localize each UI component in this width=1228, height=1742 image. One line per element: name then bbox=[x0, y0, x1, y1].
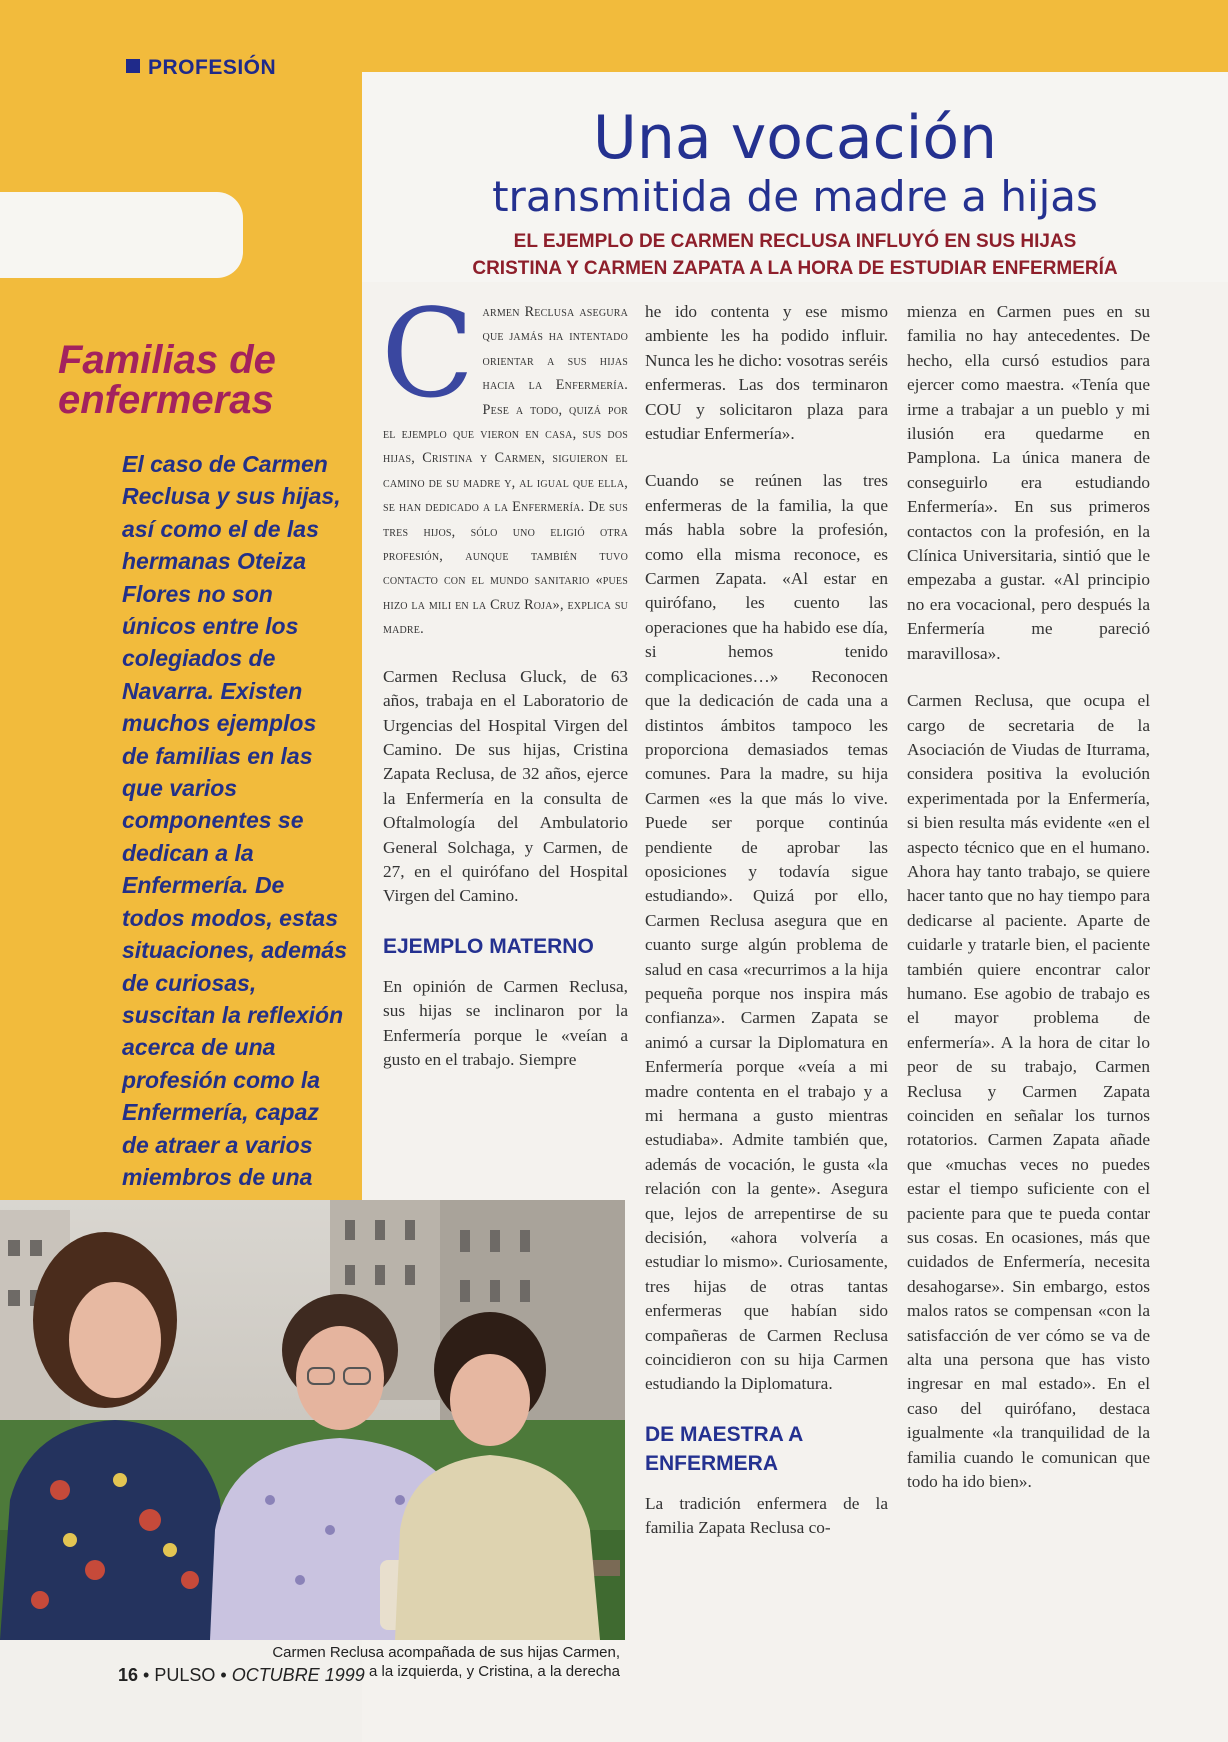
lead-paragraph bbox=[381, 283, 629, 642]
issue-date: OCTUBRE 1999 bbox=[231, 1665, 365, 1685]
page-number: 16 bbox=[118, 1665, 139, 1685]
section-heading-ejemplo-materno: EJEMPLO MATERNO bbox=[383, 934, 594, 958]
magazine-name: PULSO bbox=[154, 1665, 216, 1685]
sidebar-title: Familias de enfermeras bbox=[58, 338, 276, 422]
body-paragraph: mienza en Carmen pues en su familia no hay antecedentes. De hecho, ella cursó estudios para ejercer como maestra. «Tenía que irme a trabajar a un pueblo y mi ilusión era quedarme en Pamplona. La única manera de conseguirlo era estudiando Enfermería». En sus primeros contactos con la profesión, en la Clínica Universitaria, sintió que le empezaba a gustar. «Al principio no era vocacional, pero después la Enfermería me pareció maravillosa». bbox=[907, 302, 1150, 663]
body-paragraph: Cuando se reúnen las tres enfermeras de la familia, la que más habla sobre la profesión, como ella misma reconoce, es Carmen Zapata. «Al estar en quirófano, les cuento las operaciones que ha habido ese día, si hemos tenido complicaciones…» Reconocen que la dedicación de cada una a distintos ámbitos tampoco les proporciona demasiados temas comunes. Para la madre, su hija Carmen «es la que más lo vive. Puede ser porque continúa pendiente de aprobar las oposiciones y todavía sigue estudiando». Quizá por ello, Carmen Reclusa asegura que en cuanto surge algún problema de salud en casa «recurrimos a la hija pequeña porque nos inspira más confianza». Carmen Zapata se animó a cursar la Diplomatura en Enfermería porque «veía a mi madre contenta en el trabajo y a mi hermana a gusto mientras estudiaba». Admite también que, además de vocación, le gusta «la relación con la gente». Asegura que, lejos de arrepentirse de su decisión, «ahora volvería a estudiar lo mismo». Curiosamente, tres hijas de otras tantas enfermeras que habían sido compañeras de Carmen Reclusa coincidieron con su hija Carmen estudiando la Diplomatura. bbox=[645, 471, 888, 1394]
body-paragraph: Carmen Reclusa, que ocupa el cargo de secretaria de la Asociación de Viudas de Iturrama, considera positiva la evolución experimentada por la Enfermería, si bien resulta más evidente «en el aspecto técnico que en el humano. Ahora hay tanto trabajo, se quiere hacer tanto que no hay tiempo para dedicarse al paciente. Aparte de cuidarle y tratarle bien, el paciente también quiere encontrar calor humano. Ese agobio de trabajo es el mayor problema de enfermería». A la hora de citar lo peor de su trabajo, Carmen Reclusa y Carmen Zapata coinciden en señalar los turnos rotatorios. Carmen Zapata añade que «muchas veces no puedes estar el tiempo suficiente con el paciente para que te pueda contar sus cosas. En ocasiones, más que cuidados de Enfermería, necesita desahogarse». Sin embargo, estos malos ratos se compensan «con la satisfacción de ver cómo se va de alta una persona que has visto ingresar en mal estado». En el caso del quirófano, destaca igualmente «la tranquilidad de la familia cuando le comunican que todo ha ido bien». bbox=[907, 691, 1150, 1492]
section-label-text: PROFESIÓN bbox=[148, 56, 277, 79]
subheadline bbox=[362, 228, 1228, 282]
family-photo bbox=[0, 1200, 625, 1640]
section-label bbox=[126, 56, 276, 80]
article-column-1 bbox=[381, 283, 629, 1095]
article-column-3 bbox=[907, 300, 1150, 1518]
body-paragraph: La tradición enfermera de la familia Zapata Reclusa co- bbox=[645, 1493, 888, 1538]
headline-line-2: transmitida de madre a hijas bbox=[492, 172, 1098, 221]
body-paragraph: Carmen Reclusa Gluck, de 63 años, trabaja en el Laboratorio de Urgencias del Hospital Virgen del Camino. De sus hijas, Cristina Zapata Reclusa, de 32 años, ejerce la Enfermería en la consulta de Oftalmología del Ambulatorio General Solchaga, y Carmen, de 27, en el quirófano del Hospital Virgen del Camino. bbox=[383, 666, 628, 906]
caption-line-2: a la izquierda, y Cristina, a la derecha bbox=[369, 1663, 620, 1680]
body-paragraph: he ido contenta y ese mismo ambiente les ha podido influir. Nunca les he dicho: vosotras seréis enfermeras. Las dos terminaron COU y solicitaron plaza para estudiar Enfermería». bbox=[645, 302, 888, 444]
drop-cap: C bbox=[381, 283, 475, 425]
decorative-tab bbox=[0, 192, 243, 278]
caption-line-1: Carmen Reclusa acompañada de sus hijas Carmen, bbox=[272, 1644, 620, 1661]
family-photo-illustration bbox=[0, 1200, 625, 1640]
article-column-2 bbox=[645, 300, 888, 1564]
subheadline-line-2: CRISTINA Y CARMEN ZAPATA A LA HORA DE ESTUDIAR ENFERMERÍA bbox=[472, 258, 1118, 279]
body-paragraph: En opinión de Carmen Reclusa, sus hijas se inclinaron por la Enfermería porque le «veían a gusto en el trabajo. Siempre bbox=[383, 976, 628, 1069]
sidebar-text: El caso de Carmen Reclusa y sus hijas, así como el de las hermanas Oteiza Flores no son únicos entre los colegiados de Navarra. Existen muchos ejemplos de familias en las que varios componentes se dedican a la Enfermería. De todos modos, estas situaciones, además de curiosas, suscitan la reflexión acerca de una profesión como la Enfermería, capaz de atraer a varios miembros de una bbox=[122, 451, 347, 1190]
section-heading-de-maestra: DE MAESTRA A ENFERMERA bbox=[645, 1422, 803, 1475]
square-bullet-icon bbox=[126, 59, 140, 73]
page-footer: 16 • PULSO • OCTUBRE 1999 bbox=[118, 1665, 365, 1685]
lead-text: armen Reclusa asegura que jamás ha intentado orientar a sus hijas hacia la Enfermería. Pese a todo, quizá por el ejemplo que vieron en casa, sus dos hijas, Cristina y Carmen, siguieron el camino de su madre y, al igual que ella, se han dedicado a la Enfermería. De sus tres hijos, sólo uno eligió otra profesión, aunque también tuvo contacto con el mundo sanitario «pues hizo la mili en la Cruz Roja», explica su madre. bbox=[383, 304, 629, 638]
subheadline-line-1: EL EJEMPLO DE CARMEN RECLUSA INFLUYÓ EN SUS HIJAS bbox=[513, 231, 1077, 252]
headline-line-1: Una vocación bbox=[592, 103, 998, 173]
